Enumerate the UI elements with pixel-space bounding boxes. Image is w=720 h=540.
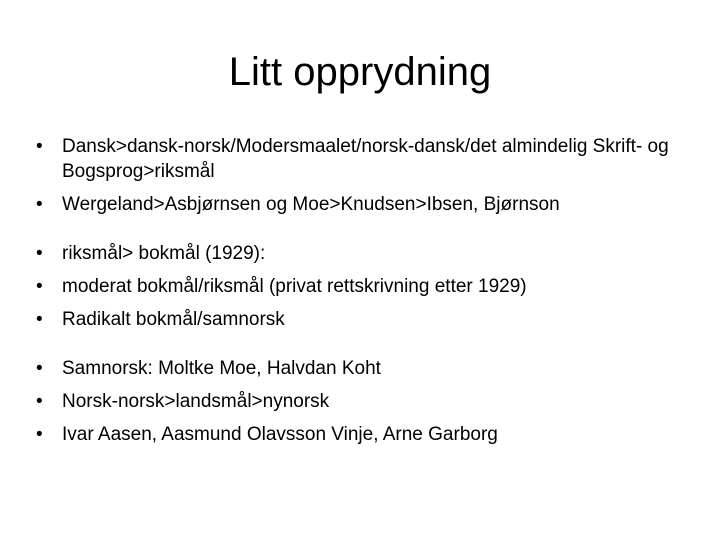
bullet-dot-icon: • bbox=[36, 194, 43, 215]
bullet-item bbox=[36, 241, 686, 266]
bullet-dot-icon: • bbox=[36, 424, 43, 445]
bullet-dot-icon: • bbox=[36, 358, 43, 379]
bullet-item bbox=[36, 274, 686, 299]
bullet-item bbox=[36, 422, 686, 447]
bullet-dot-icon: • bbox=[36, 309, 43, 330]
bullet-list bbox=[36, 134, 686, 455]
bullet-dot-icon: • bbox=[36, 276, 43, 297]
bullet-text: Samnorsk: Moltke Moe, Halvdan Koht bbox=[62, 358, 381, 379]
bullet-item bbox=[36, 389, 686, 414]
bullet-text: Norsk-norsk>landsmål>nynorsk bbox=[62, 391, 330, 412]
slide-title: Litt opprydning bbox=[228, 50, 492, 94]
bullet-dot-icon: • bbox=[36, 391, 43, 412]
bullet-item bbox=[36, 134, 686, 184]
bullet-dot-icon: • bbox=[36, 136, 43, 157]
bullet-text: Ivar Aasen, Aasmund Olavsson Vinje, Arne Garborg bbox=[62, 424, 498, 445]
bullet-text: Radikalt bokmål/samnorsk bbox=[62, 309, 285, 330]
bullet-text: Dansk>dansk-norsk/Modersmaalet/norsk-dansk/det almindelig Skrift- og Bogsprog>riksmål bbox=[62, 136, 669, 182]
bullet-text: Wergeland>Asbjørnsen og Moe>Knudsen>Ibsen, Bjørnson bbox=[62, 194, 560, 215]
bullet-text: moderat bokmål/riksmål (privat rettskrivning etter 1929) bbox=[62, 276, 527, 297]
bullet-dot-icon: • bbox=[36, 243, 43, 264]
bullet-item bbox=[36, 307, 686, 332]
bullet-text: riksmål> bokmål (1929): bbox=[62, 243, 266, 264]
bullet-item bbox=[36, 192, 686, 217]
bullet-item bbox=[36, 356, 686, 381]
